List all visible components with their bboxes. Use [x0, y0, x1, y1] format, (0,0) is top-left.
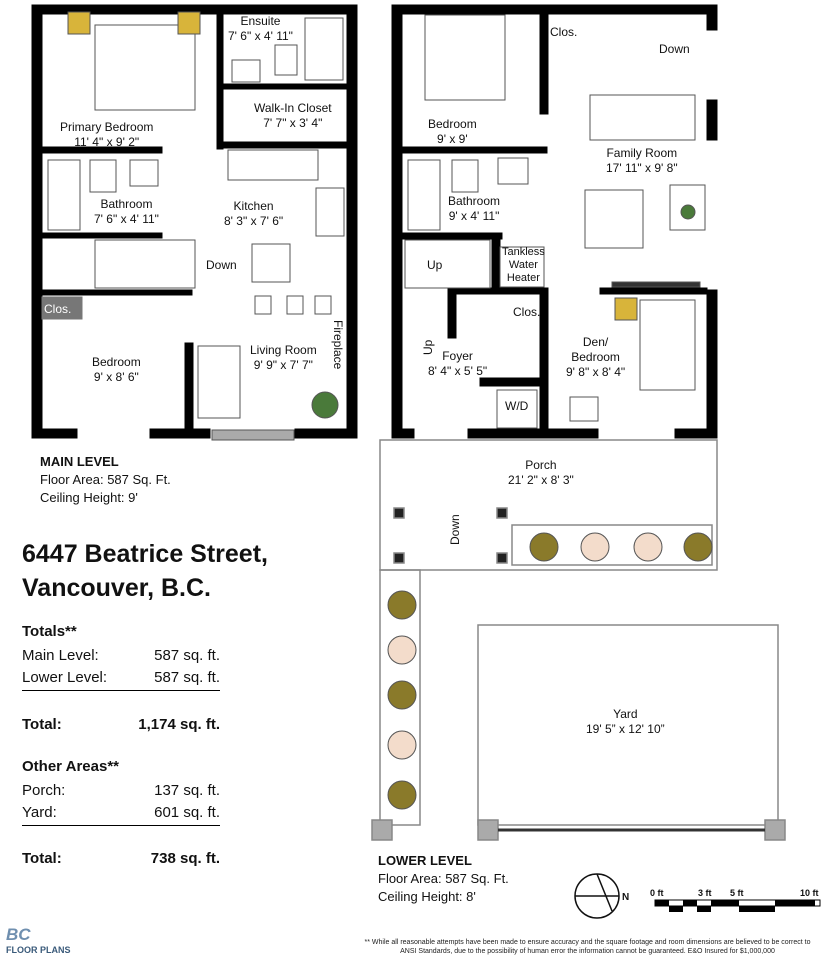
- bc-floor-plans-logo: [6, 925, 71, 955]
- main-level-info: [40, 453, 171, 507]
- room-dims: 7' 6" x 4' 11": [228, 29, 293, 43]
- closet-label: Clos.: [513, 305, 541, 319]
- room-bathroom: [448, 194, 500, 224]
- room-dims: 19' 5” x 12' 10”: [586, 722, 665, 736]
- room-dims: 8' 3" x 7' 6": [224, 214, 284, 228]
- room-walk-in-closet: [254, 101, 332, 131]
- room-dims: 21' 2" x 8' 3": [508, 473, 574, 487]
- logo-text: FLOOR PLANS: [6, 945, 71, 955]
- other-areas-row: [22, 804, 220, 826]
- other-areas-value: 601 sq. ft.: [154, 804, 220, 821]
- scale-label: 10 ft: [800, 888, 819, 898]
- room-name: Yard: [613, 707, 638, 721]
- room-dims: 7' 7" x 3' 4": [263, 116, 323, 130]
- tankless-line: Tankless: [502, 246, 545, 258]
- totals-total-label: Total:: [22, 716, 62, 733]
- fireplace-label: Fireplace: [331, 320, 345, 370]
- main-floor-area: Floor Area: 587 Sq. Ft.: [40, 472, 171, 487]
- other-areas-label: Yard:: [22, 804, 57, 821]
- room-name: Foyer: [442, 349, 473, 363]
- other-areas-total-value: 738 sq. ft.: [150, 850, 220, 867]
- room-porch: [508, 458, 574, 488]
- room-dims: 8' 4" x 5' 5": [428, 364, 488, 378]
- room-yard: [586, 707, 665, 737]
- room-dims: 17' 11" x 9' 8": [606, 161, 678, 175]
- scale-label: 5 ft: [730, 888, 744, 898]
- totals-total-value: 1,174 sq. ft.: [138, 716, 220, 733]
- room-name: Bathroom: [100, 197, 153, 211]
- other-areas-total-label: Total:: [22, 850, 62, 867]
- disclaimer: ** While all reasonable attempts have been made to ensure accuracy and the square footage and room dimensions are believed to be correct to ANSI Standards, due to the possibility of human error the information cannot be guaranteed. E&O Insured for $1,000,000: [364, 939, 811, 955]
- other-areas-value: 137 sq. ft.: [154, 782, 220, 799]
- room-dims: 9' x 4' 11": [448, 209, 500, 223]
- room-bedroom: [92, 355, 141, 385]
- porch-down-label: Down: [448, 514, 462, 545]
- scale-label: 0 ft: [650, 888, 664, 898]
- water-line: Water: [508, 259, 538, 271]
- stairs-up-label: Up: [427, 258, 443, 272]
- room-dims: 9' x 9': [437, 132, 468, 146]
- address-city: Vancouver, B.C.: [22, 574, 211, 602]
- stairs-down-label: Down: [206, 258, 237, 272]
- room-name: Walk-In Closet: [254, 101, 332, 115]
- room-name: Bedroom: [92, 355, 141, 369]
- logo-mark: BC: [6, 925, 31, 944]
- heater-line: Heater: [506, 272, 540, 284]
- main-level-title: MAIN LEVEL: [40, 454, 119, 469]
- room-den-bedroom: [566, 335, 625, 380]
- compass-north-label: N: [622, 892, 630, 903]
- room-name: Kitchen: [233, 199, 274, 213]
- room-name: Ensuite: [240, 14, 281, 28]
- closet-label: Clos.: [44, 302, 72, 316]
- room-bedroom: [428, 117, 477, 147]
- room-bathroom: [94, 197, 159, 227]
- room-dims: 9' 9" x 7' 7": [253, 358, 313, 372]
- room-dims: 11' 4" x 9' 2": [74, 135, 140, 149]
- room-dims: 7' 6" x 4' 11": [94, 212, 159, 226]
- address: [22, 537, 268, 605]
- totals-label: Main Level:: [22, 647, 99, 664]
- totals-row: [22, 647, 220, 664]
- room-ensuite: [228, 14, 293, 44]
- lower-level-info: [378, 852, 509, 906]
- room-living-room: [250, 343, 317, 373]
- main-ceiling-height: Ceiling Height: 9': [40, 490, 138, 505]
- compass-icon: [575, 874, 619, 918]
- scale-label: 3 ft: [698, 888, 712, 898]
- totals-heading: Totals**: [22, 623, 77, 640]
- closet-label: Clos.: [550, 25, 578, 39]
- totals-label: Lower Level:: [22, 669, 108, 686]
- totals-total: [22, 716, 220, 733]
- room-name: Family Room: [606, 146, 678, 160]
- room-dims: 9' x 8' 6": [93, 370, 139, 384]
- room-name: Bedroom: [428, 117, 477, 131]
- room-name: Porch: [525, 458, 557, 472]
- room-name: Den/: [582, 335, 609, 349]
- room-family-room: [606, 146, 678, 176]
- lower-ceiling-height: Ceiling Height: 8': [378, 889, 476, 904]
- foyer-up-label: Up: [421, 339, 435, 355]
- address-street: 6447 Beatrice Street,: [22, 540, 268, 568]
- lower-floor-area: Floor Area: 587 Sq. Ft.: [378, 871, 509, 886]
- scale-bar: [655, 900, 820, 912]
- other-areas-label: Porch:: [22, 782, 66, 799]
- stairs-down-label: Down: [659, 42, 690, 56]
- room-dims: 9' 8" x 8' 4": [566, 365, 626, 379]
- totals-row: [22, 669, 220, 691]
- porch-and-yard: [372, 440, 785, 840]
- room-name: Living Room: [250, 343, 317, 357]
- other-areas-row: [22, 782, 220, 799]
- tankless-water-heater-label: [502, 246, 545, 285]
- totals-value: 587 sq. ft.: [154, 647, 220, 664]
- room-kitchen: [224, 199, 283, 229]
- totals-value: 587 sq. ft.: [154, 669, 220, 686]
- room-primary-bedroom: [60, 120, 153, 150]
- room-name: Primary Bedroom: [60, 120, 154, 134]
- room-name-2: Bedroom: [571, 350, 620, 364]
- room-name: Bathroom: [448, 194, 501, 208]
- other-areas-heading: Other Areas**: [22, 758, 119, 775]
- other-areas-total: [22, 850, 220, 867]
- room-foyer: [428, 349, 487, 379]
- washer-dryer-label: W/D: [505, 399, 529, 413]
- lower-level-title: LOWER LEVEL: [378, 853, 472, 868]
